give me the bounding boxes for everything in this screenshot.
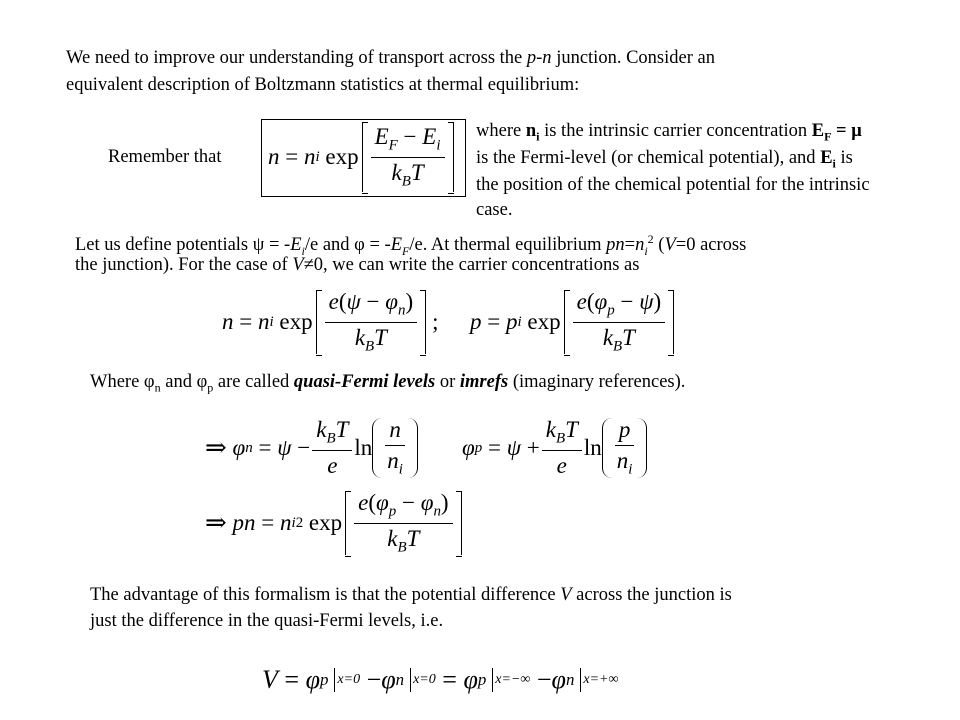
pn-product-equation: ⇒ p n = n i 2 exp $\frac{e(\varphi_p - \varphi_n)}{k_BT}$ bbox=[205, 489, 462, 557]
n-concentration-equation: n = n i exp $\frac{e(\psi - \varphi_n)}{k_BT}$ ; bbox=[222, 288, 439, 355]
p-concentration-equation: p = p i exp $\frac{e(\varphi_p - \psi)}{k_BT}$ bbox=[470, 287, 674, 357]
intro-line-1: We need to improve our understanding of transport across the p-n junction. Consider an bbox=[66, 48, 715, 68]
quasi-fermi-sentence: Where $\varphi_n$ and $\varphi_p$ are called quasi-Fermi levels or imrefs (imaginary references). bbox=[90, 372, 686, 395]
advantage-line-1: The advantage of this formalism is that the potential difference V across the junction is bbox=[90, 585, 732, 605]
voltage-equation: V = φ p x=0 − φ n x=0 = φ p x=−∞ − φ n x=+∞ bbox=[262, 665, 619, 694]
phi-p-equation: φ p = ψ + $\frac{k_BT}{e}$ ln $\frac{p}{n_i}$ bbox=[462, 414, 647, 482]
intro-line-2: equivalent description of Boltzmann statistics at thermal equilibrium: bbox=[66, 75, 580, 95]
phi-n-equation: ⇒ φ n = ψ − $\frac{k_BT}{e}$ ln $\frac{n}{n_i}$ bbox=[205, 414, 418, 482]
remember-label: Remember that bbox=[108, 147, 222, 167]
advantage-line-2: just the difference in the quasi-Fermi levels, i.e. bbox=[90, 611, 444, 631]
where-line-2: is the Fermi-level (or chemical potential), and $E_i$ is bbox=[476, 148, 853, 171]
where-line-4: case. bbox=[476, 200, 513, 220]
where-line-1: where $n_i$ is the intrinsic carrier concentration $E_F = \mu$ bbox=[476, 121, 862, 144]
define-line-1: Let us define potentials $\psi = -E_i/e$ and $\varphi = -E_F/e$. At thermal equilibrium $pn=n_i^2$ (V=0 across bbox=[75, 232, 747, 258]
boltzmann-equation: n = n i exp $\frac{E_F - E_i}{k_BT}$ bbox=[268, 124, 454, 190]
where-line-3: the position of the chemical potential for the intrinsic bbox=[476, 175, 870, 195]
define-line-2: the junction). For the case of V≠0, we can write the carrier concentrations as bbox=[75, 255, 640, 275]
